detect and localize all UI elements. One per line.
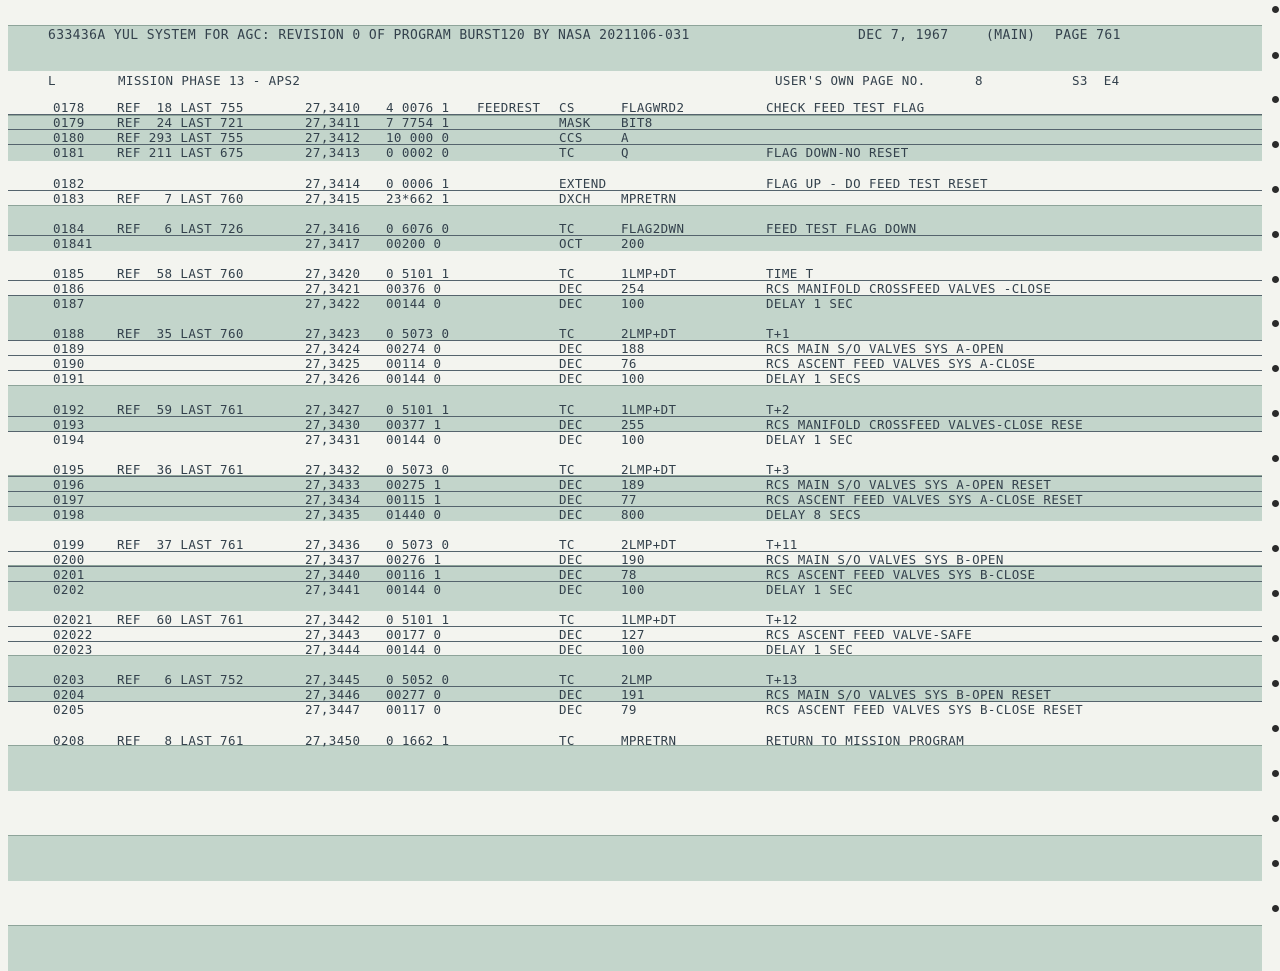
row-op: MASK bbox=[559, 115, 591, 130]
row-comment: DELAY 1 SEC bbox=[766, 582, 854, 597]
row-ref: REF 24 LAST 721 bbox=[117, 115, 244, 130]
print-rule bbox=[8, 686, 1262, 687]
users-page-label: USER'S OWN PAGE NO. bbox=[775, 73, 926, 88]
row-operand: 190 bbox=[621, 552, 645, 567]
row-ln: 0191 bbox=[53, 371, 85, 386]
row-addr: 27,3426 bbox=[305, 371, 361, 386]
row-addr: 27,3412 bbox=[305, 130, 361, 145]
row-comment: RCS MAIN S/O VALVES SYS A-OPEN bbox=[766, 341, 1004, 356]
row-operand: FLAGWRD2 bbox=[621, 100, 685, 115]
row-word: 00277 0 bbox=[386, 687, 442, 702]
row-comment: DELAY 1 SEC bbox=[766, 296, 854, 311]
tractor-hole bbox=[1272, 500, 1279, 507]
tractor-hole bbox=[1272, 905, 1279, 912]
row-operand: 1LMP+DT bbox=[621, 402, 677, 417]
row-comment: DELAY 1 SECS bbox=[766, 371, 862, 386]
row-comment: RCS ASCENT FEED VALVES SYS A-CLOSE RESET bbox=[766, 492, 1084, 507]
row-ref: REF 18 LAST 755 bbox=[117, 100, 244, 115]
row-operand: MPRETRN bbox=[621, 191, 677, 206]
row-op: DEC bbox=[559, 281, 583, 296]
row-word: 00377 1 bbox=[386, 417, 442, 432]
row-operand: 100 bbox=[621, 296, 645, 311]
print-rule bbox=[8, 641, 1262, 642]
row-addr: 27,3447 bbox=[305, 702, 361, 717]
row-word: 00276 1 bbox=[386, 552, 442, 567]
row-word: 00144 0 bbox=[386, 371, 442, 386]
row-comment: DELAY 1 SEC bbox=[766, 432, 854, 447]
row-addr: 27,3421 bbox=[305, 281, 361, 296]
row-ref: REF 59 LAST 761 bbox=[117, 402, 244, 417]
row-op: DEC bbox=[559, 642, 583, 657]
row-addr: 27,3415 bbox=[305, 191, 361, 206]
row-op: DEC bbox=[559, 356, 583, 371]
row-ln: 02021 bbox=[53, 612, 93, 627]
row-ln: 0187 bbox=[53, 296, 85, 311]
row-addr: 27,3424 bbox=[305, 341, 361, 356]
print-rule bbox=[8, 416, 1262, 417]
tractor-hole bbox=[1272, 231, 1279, 238]
row-addr: 27,3450 bbox=[305, 733, 361, 748]
row-ln: 0192 bbox=[53, 402, 85, 417]
row-operand: FLAG2DWN bbox=[621, 221, 685, 236]
row-operand: Q bbox=[621, 145, 629, 160]
print-rule bbox=[8, 355, 1262, 356]
paper-band bbox=[8, 745, 1262, 791]
row-addr: 27,3420 bbox=[305, 266, 361, 281]
row-operand: 1LMP+DT bbox=[621, 266, 677, 281]
row-word: 23*662 1 bbox=[386, 191, 450, 206]
tractor-hole bbox=[1272, 815, 1279, 822]
row-addr: 27,3443 bbox=[305, 627, 361, 642]
row-ln: 0197 bbox=[53, 492, 85, 507]
print-rule bbox=[8, 506, 1262, 507]
row-word: 00115 1 bbox=[386, 492, 442, 507]
row-ln: 02023 bbox=[53, 642, 93, 657]
row-op: OCT bbox=[559, 236, 583, 251]
row-addr: 27,3423 bbox=[305, 326, 361, 341]
row-ln: 0179 bbox=[53, 115, 85, 130]
row-op: DEC bbox=[559, 341, 583, 356]
print-rule bbox=[8, 626, 1262, 627]
row-comment: RCS ASCENT FEED VALVES SYS B-CLOSE RESET bbox=[766, 702, 1084, 717]
row-ln: 0208 bbox=[53, 733, 85, 748]
row-comment: RCS MANIFOLD CROSSFEED VALVES -CLOSE bbox=[766, 281, 1052, 296]
header-title: 633436A YUL SYSTEM FOR AGC: REVISION 0 OF PROGRAM BURST120 BY NASA 2021106-031 bbox=[48, 28, 690, 43]
row-addr: 27,3430 bbox=[305, 417, 361, 432]
row-ln: 0202 bbox=[53, 582, 85, 597]
row-ref: REF 37 LAST 761 bbox=[117, 537, 244, 552]
print-rule bbox=[8, 144, 1262, 145]
row-ref: REF 35 LAST 760 bbox=[117, 326, 244, 341]
row-word: 0 5101 1 bbox=[386, 612, 450, 627]
row-word: 0 1662 1 bbox=[386, 733, 450, 748]
tractor-hole bbox=[1272, 6, 1279, 13]
header-date: DEC 7, 1967 bbox=[858, 28, 949, 43]
row-comment: FEED TEST FLAG DOWN bbox=[766, 221, 917, 236]
row-operand: 2LMP+DT bbox=[621, 326, 677, 341]
row-operand: 200 bbox=[621, 236, 645, 251]
row-addr: 27,3410 bbox=[305, 100, 361, 115]
row-comment: T+1 bbox=[766, 326, 790, 341]
mission-phase: MISSION PHASE 13 - APS2 bbox=[118, 73, 301, 88]
row-op: TC bbox=[559, 326, 575, 341]
tractor-hole bbox=[1272, 186, 1279, 193]
row-comment: RCS MANIFOLD CROSSFEED VALVES-CLOSE RESE bbox=[766, 417, 1084, 432]
row-operand: 1LMP+DT bbox=[621, 612, 677, 627]
row-addr: 27,3431 bbox=[305, 432, 361, 447]
tractor-hole bbox=[1272, 770, 1279, 777]
row-word: 4 0076 1 bbox=[386, 100, 450, 115]
row-addr: 27,3435 bbox=[305, 507, 361, 522]
row-operand: 254 bbox=[621, 281, 645, 296]
row-op: DEC bbox=[559, 432, 583, 447]
row-word: 7 7754 1 bbox=[386, 115, 450, 130]
row-word: 00144 0 bbox=[386, 582, 442, 597]
print-rule bbox=[8, 280, 1262, 281]
row-addr: 27,3422 bbox=[305, 296, 361, 311]
row-word: 00200 0 bbox=[386, 236, 442, 251]
tractor-hole bbox=[1272, 96, 1279, 103]
row-ln: 0199 bbox=[53, 537, 85, 552]
tractor-hole bbox=[1272, 635, 1279, 642]
row-ln: 0181 bbox=[53, 145, 85, 160]
print-rule bbox=[8, 129, 1262, 130]
row-word: 0 5101 1 bbox=[386, 266, 450, 281]
row-ln: 0195 bbox=[53, 462, 85, 477]
row-operand: 77 bbox=[621, 492, 637, 507]
row-op: DEC bbox=[559, 371, 583, 386]
row-op: DEC bbox=[559, 477, 583, 492]
row-op: DEC bbox=[559, 552, 583, 567]
row-op: TC bbox=[559, 612, 575, 627]
row-word: 00114 0 bbox=[386, 356, 442, 371]
row-word: 00275 1 bbox=[386, 477, 442, 492]
row-op: DEC bbox=[559, 417, 583, 432]
row-word: 01440 0 bbox=[386, 507, 442, 522]
row-operand: 255 bbox=[621, 417, 645, 432]
row-comment: RCS ASCENT FEED VALVE-SAFE bbox=[766, 627, 973, 642]
print-rule bbox=[8, 701, 1262, 702]
row-addr: 27,3436 bbox=[305, 537, 361, 552]
row-op: TC bbox=[559, 537, 575, 552]
paper-band bbox=[8, 835, 1262, 881]
row-ln: 0185 bbox=[53, 266, 85, 281]
tractor-hole bbox=[1272, 410, 1279, 417]
row-word: 00144 0 bbox=[386, 296, 442, 311]
row-ln: 0198 bbox=[53, 507, 85, 522]
row-ref: REF 36 LAST 761 bbox=[117, 462, 244, 477]
row-ln: 0188 bbox=[53, 326, 85, 341]
row-comment: FLAG DOWN-NO RESET bbox=[766, 145, 909, 160]
row-op: DEC bbox=[559, 507, 583, 522]
row-op: DEC bbox=[559, 702, 583, 717]
print-rule bbox=[8, 190, 1262, 191]
row-op: CCS bbox=[559, 130, 583, 145]
row-word: 0 5073 0 bbox=[386, 462, 450, 477]
row-ln: 0189 bbox=[53, 341, 85, 356]
row-operand: 100 bbox=[621, 432, 645, 447]
row-op: TC bbox=[559, 266, 575, 281]
row-comment: RETURN TO MISSION PROGRAM bbox=[766, 733, 965, 748]
row-comment: RCS MAIN S/O VALVES SYS B-OPEN bbox=[766, 552, 1004, 567]
row-operand: 76 bbox=[621, 356, 637, 371]
row-comment: T+3 bbox=[766, 462, 790, 477]
tractor-hole bbox=[1272, 455, 1279, 462]
row-word: 00144 0 bbox=[386, 642, 442, 657]
row-operand: 188 bbox=[621, 341, 645, 356]
row-addr: 27,3425 bbox=[305, 356, 361, 371]
tractor-hole bbox=[1272, 320, 1279, 327]
row-comment: DELAY 1 SEC bbox=[766, 642, 854, 657]
print-rule bbox=[8, 476, 1262, 477]
row-word: 0 6076 0 bbox=[386, 221, 450, 236]
tractor-hole bbox=[1272, 365, 1279, 372]
row-addr: 27,3411 bbox=[305, 115, 361, 130]
tractor-hole bbox=[1272, 276, 1279, 283]
row-addr: 27,3444 bbox=[305, 642, 361, 657]
row-ref: REF 8 LAST 761 bbox=[117, 733, 244, 748]
row-word: 0 5101 1 bbox=[386, 402, 450, 417]
row-comment: FLAG UP - DO FEED TEST RESET bbox=[766, 176, 988, 191]
row-word: 00376 0 bbox=[386, 281, 442, 296]
row-addr: 27,3433 bbox=[305, 477, 361, 492]
row-addr: 27,3440 bbox=[305, 567, 361, 582]
row-addr: 27,3432 bbox=[305, 462, 361, 477]
row-ref: REF 6 LAST 752 bbox=[117, 672, 244, 687]
row-comment: RCS MAIN S/O VALVES SYS A-OPEN RESET bbox=[766, 477, 1052, 492]
row-operand: 79 bbox=[621, 702, 637, 717]
users-page-number: 8 bbox=[975, 73, 983, 88]
row-operand: A bbox=[621, 130, 629, 145]
tractor-hole bbox=[1272, 725, 1279, 732]
tractor-hole bbox=[1272, 52, 1279, 59]
row-addr: 27,3446 bbox=[305, 687, 361, 702]
tractor-hole bbox=[1272, 545, 1279, 552]
row-addr: 27,3441 bbox=[305, 582, 361, 597]
row-comment: T+13 bbox=[766, 672, 798, 687]
row-ln: 0182 bbox=[53, 176, 85, 191]
row-addr: 27,3437 bbox=[305, 552, 361, 567]
row-word: 0 5073 0 bbox=[386, 326, 450, 341]
row-addr: 27,3416 bbox=[305, 221, 361, 236]
print-rule bbox=[8, 491, 1262, 492]
row-operand: 100 bbox=[621, 582, 645, 597]
row-comment: RCS MAIN S/O VALVES SYS B-OPEN RESET bbox=[766, 687, 1052, 702]
row-op: DEC bbox=[559, 296, 583, 311]
row-op: DEC bbox=[559, 687, 583, 702]
row-comment: T+11 bbox=[766, 537, 798, 552]
tractor-hole bbox=[1272, 860, 1279, 867]
print-rule bbox=[8, 581, 1262, 582]
row-word: 0 5073 0 bbox=[386, 537, 450, 552]
row-op: CS bbox=[559, 100, 575, 115]
row-word: 10 000 0 bbox=[386, 130, 450, 145]
row-comment: TIME T bbox=[766, 266, 814, 281]
row-op: DEC bbox=[559, 492, 583, 507]
row-op: TC bbox=[559, 402, 575, 417]
row-operand: 191 bbox=[621, 687, 645, 702]
row-ln: 0184 bbox=[53, 221, 85, 236]
row-operand: 800 bbox=[621, 507, 645, 522]
row-comment: CHECK FEED TEST FLAG bbox=[766, 100, 925, 115]
row-ln: 02022 bbox=[53, 627, 93, 642]
tractor-hole bbox=[1272, 141, 1279, 148]
row-word: 00177 0 bbox=[386, 627, 442, 642]
row-ln: 0200 bbox=[53, 552, 85, 567]
row-op: TC bbox=[559, 672, 575, 687]
row-word: 0 0002 0 bbox=[386, 145, 450, 160]
row-op: TC bbox=[559, 462, 575, 477]
row-comment: DELAY 8 SECS bbox=[766, 507, 862, 522]
print-rule bbox=[8, 551, 1262, 552]
row-addr: 27,3413 bbox=[305, 145, 361, 160]
tractor-hole bbox=[1272, 590, 1279, 597]
row-operand: 100 bbox=[621, 642, 645, 657]
row-comment: RCS ASCENT FEED VALVES SYS A-CLOSE bbox=[766, 356, 1036, 371]
row-label: FEEDREST bbox=[477, 100, 541, 115]
paper-band bbox=[8, 925, 1262, 971]
row-op: DEC bbox=[559, 627, 583, 642]
row-ln: 0205 bbox=[53, 702, 85, 717]
row-ln: 0204 bbox=[53, 687, 85, 702]
print-rule bbox=[8, 370, 1262, 371]
row-op: DEC bbox=[559, 582, 583, 597]
row-ln: 0193 bbox=[53, 417, 85, 432]
row-operand: 2LMP+DT bbox=[621, 537, 677, 552]
row-op: DEC bbox=[559, 567, 583, 582]
row-ref: REF 293 LAST 755 bbox=[117, 130, 244, 145]
row-comment: RCS ASCENT FEED VALVES SYS B-CLOSE bbox=[766, 567, 1036, 582]
row-word: 00144 0 bbox=[386, 432, 442, 447]
row-ln: 01841 bbox=[53, 236, 93, 251]
row-addr: 27,3442 bbox=[305, 612, 361, 627]
row-ln: 0203 bbox=[53, 672, 85, 687]
row-op: DXCH bbox=[559, 191, 591, 206]
row-addr: 27,3434 bbox=[305, 492, 361, 507]
row-operand: 189 bbox=[621, 477, 645, 492]
row-ref: REF 7 LAST 760 bbox=[117, 191, 244, 206]
print-rule bbox=[8, 295, 1262, 296]
print-rule bbox=[8, 114, 1262, 115]
row-ref: REF 211 LAST 675 bbox=[117, 145, 244, 160]
print-rule bbox=[8, 566, 1262, 567]
row-operand: 78 bbox=[621, 567, 637, 582]
row-op: TC bbox=[559, 733, 575, 748]
row-addr: 27,3427 bbox=[305, 402, 361, 417]
row-ln: 0194 bbox=[53, 432, 85, 447]
row-ref: REF 58 LAST 760 bbox=[117, 266, 244, 281]
subheader-flag: L bbox=[48, 73, 56, 88]
header-section: (MAIN) bbox=[986, 28, 1036, 43]
row-operand: 2LMP+DT bbox=[621, 462, 677, 477]
print-rule bbox=[8, 340, 1262, 341]
row-ref: REF 6 LAST 726 bbox=[117, 221, 244, 236]
row-ln: 0201 bbox=[53, 567, 85, 582]
row-comment: T+2 bbox=[766, 402, 790, 417]
row-op: EXTEND bbox=[559, 176, 607, 191]
row-op: TC bbox=[559, 221, 575, 236]
row-operand: 127 bbox=[621, 627, 645, 642]
tractor-hole bbox=[1272, 680, 1279, 687]
row-comment: T+12 bbox=[766, 612, 798, 627]
row-ln: 0190 bbox=[53, 356, 85, 371]
print-rule bbox=[8, 235, 1262, 236]
row-addr: 27,3445 bbox=[305, 672, 361, 687]
row-operand: BIT8 bbox=[621, 115, 653, 130]
row-word: 00274 0 bbox=[386, 341, 442, 356]
row-op: TC bbox=[559, 145, 575, 160]
row-ref: REF 60 LAST 761 bbox=[117, 612, 244, 627]
row-operand: MPRETRN bbox=[621, 733, 677, 748]
row-ln: 0180 bbox=[53, 130, 85, 145]
row-ln: 0178 bbox=[53, 100, 85, 115]
row-ln: 0186 bbox=[53, 281, 85, 296]
row-word: 0 0006 1 bbox=[386, 176, 450, 191]
sheet-code: S3 E4 bbox=[1072, 73, 1120, 88]
row-operand: 100 bbox=[621, 371, 645, 386]
row-word: 00117 0 bbox=[386, 702, 442, 717]
row-ln: 0183 bbox=[53, 191, 85, 206]
row-addr: 27,3414 bbox=[305, 176, 361, 191]
row-word: 0 5052 0 bbox=[386, 672, 450, 687]
row-operand: 2LMP bbox=[621, 672, 653, 687]
row-ln: 0196 bbox=[53, 477, 85, 492]
row-addr: 27,3417 bbox=[305, 236, 361, 251]
row-word: 00116 1 bbox=[386, 567, 442, 582]
print-rule bbox=[8, 431, 1262, 432]
header-page: PAGE 761 bbox=[1055, 28, 1121, 43]
